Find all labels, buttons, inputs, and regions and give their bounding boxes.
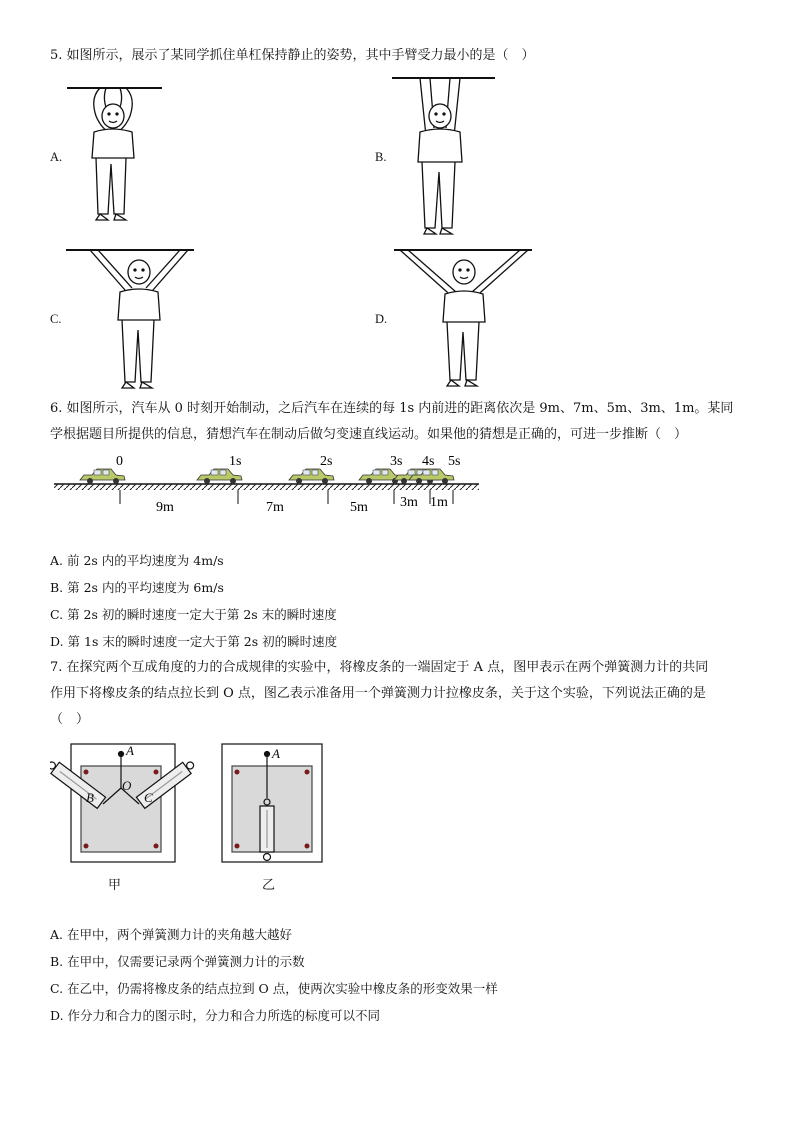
distance-label-9m: 9m [156,500,174,515]
time-label-1s: 1s [229,454,242,469]
caption-yi: 乙 [262,878,276,893]
time-label-5s: 5s [448,454,461,469]
point-c: C [144,790,153,805]
q5-option-b-label: B. [375,150,387,164]
q7-option-d: D. 作分力和合力的图示时，分力和合力所选的标度可以不同 [50,1008,381,1023]
q6-option-d: D. 第 1s 末的瞬时速度一定大于第 2s 初的瞬时速度 [50,634,338,649]
q6-stem-line1: 6. 如图所示，汽车从 0 时刻开始制动，之后汽车在连续的每 1s 内前进的距离依次是 9m、7m、5m、3m、1m。某同 [50,401,734,416]
q5-figure-b [390,70,500,240]
q7-figure-jia [50,740,200,870]
q7-option-c: C. 在乙中，仍需将橡皮条的结点拉到 O 点，使两次实验中橡皮条的形变效果一样 [50,981,498,996]
point-a-yi: A [272,746,280,761]
point-b: B [86,790,94,805]
car-t2 [289,469,334,484]
q7-option-a: A. 在甲中，两个弹簧测力计的夹角越大越好 [50,927,292,942]
q5-option-a-label: A. [50,150,63,164]
distance-label-5m: 5m [350,500,368,515]
distance-label-7m: 7m [266,500,284,515]
q6-option-c: C. 第 2s 初的瞬时速度一定大于第 2s 末的瞬时速度 [50,607,337,622]
q5-figure-d [392,242,537,392]
q6-car-diagram [54,452,484,518]
q7-stem-line2: 作用下将橡皮条的结点拉长到 O 点，图乙表示准备用一个弹簧测力计拉橡皮条，关于这个实验，下列说法正确的是 [50,686,706,701]
car-t0 [80,469,125,484]
point-a-jia: A [126,743,134,758]
time-label-2s: 2s [320,454,333,469]
point-o: O [122,778,132,793]
q6-option-b: B. 第 2s 内的平均速度为 6m/s [50,580,224,595]
q5-figure-c [62,242,202,392]
time-label-0: 0 [116,454,123,469]
q5-stem: 5. 如图所示，展示了某同学抓住单杠保持静止的姿势，其中手臂受力最小的是（ ） [50,48,535,63]
time-label-3s: 3s [390,454,403,469]
car-t1 [197,469,242,484]
distance-label-1m: 1m [430,495,448,510]
time-label-4s: 4s [422,454,435,469]
q7-stem-line3: （ ） [50,712,90,727]
q5-option-c-label: C. [50,312,62,326]
q6-option-a: A. 前 2s 内的平均速度为 4m/s [50,553,224,568]
q5-option-d-label: D. [375,312,388,326]
q7-option-b: B. 在甲中，仅需要记录两个弹簧测力计的示数 [50,954,305,969]
q5-figure-a [62,80,172,230]
q7-stem-line1: 7. 在探究两个互成角度的力的合成规律的实验中，将橡皮条的一端固定于 A 点，图甲表示在两个弹簧测力计的共同 [50,660,709,675]
distance-label-3m: 3m [400,495,418,510]
caption-jia: 甲 [108,878,122,893]
q6-stem-line2: 学根据题目所提供的信息，猜想汽车在制动后做匀变速直线运动。如果他的猜想是正确的，可进一步推断（ ） [50,427,688,442]
q7-figure-yi [220,740,326,870]
